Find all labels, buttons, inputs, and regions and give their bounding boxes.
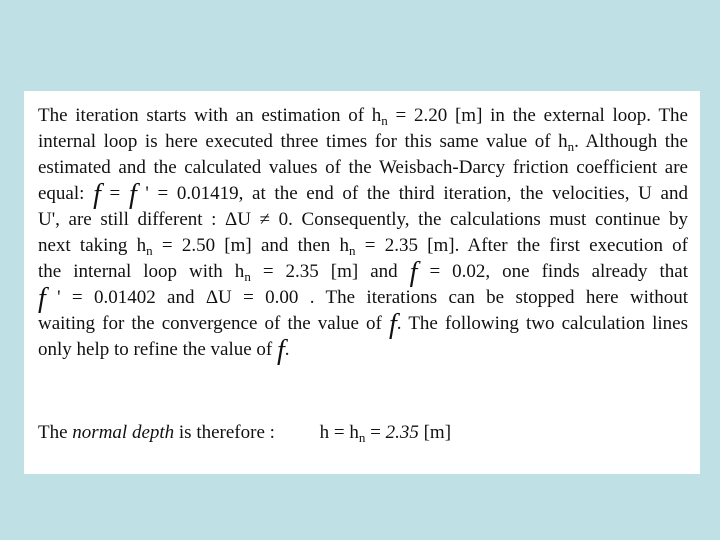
paragraph [38,103,688,366]
line-10: only help to refine the value of f. [38,335,290,366]
text-panel [24,91,700,474]
line-7: the internal loop with $h_n = 2.35$ [m] and f = 0.02, one finds already that [38,257,688,288]
result-equation: $h = h_n = 2.35$ [m] [319,422,452,445]
line-1: The iteration starts with an estimation of $h_n = 2.20$ [m] in the external loop. The [38,105,688,128]
line-9: waiting for the convergence of the value of f. The following two calculation lines [38,309,688,340]
line-2: internal loop is here executed three times for this same value of $h_n$. Although the [38,131,688,154]
line-6: next taking $h_n = 2.50$ [m] and then $h_n = 2.35$ [m]. After the first execution of [38,235,688,258]
line-3: estimated and the calculated values of the Weisbach-Darcy friction coefficient are [38,157,688,178]
normal-depth-result: The normal depth is therefore : $h = h_n = 2.35$ [m] [38,422,452,445]
line-5: U', are still different : ΔU ≠ 0. Consequently, the calculations must continue by [38,209,688,230]
line-4: equal: f = f ' = 0.01419, at the end of the third iteration, the velocities, U and [38,179,688,210]
line-8: f ' = 0.01402 and ΔU = 0.00 . The iterations can be stopped here without [38,283,688,314]
